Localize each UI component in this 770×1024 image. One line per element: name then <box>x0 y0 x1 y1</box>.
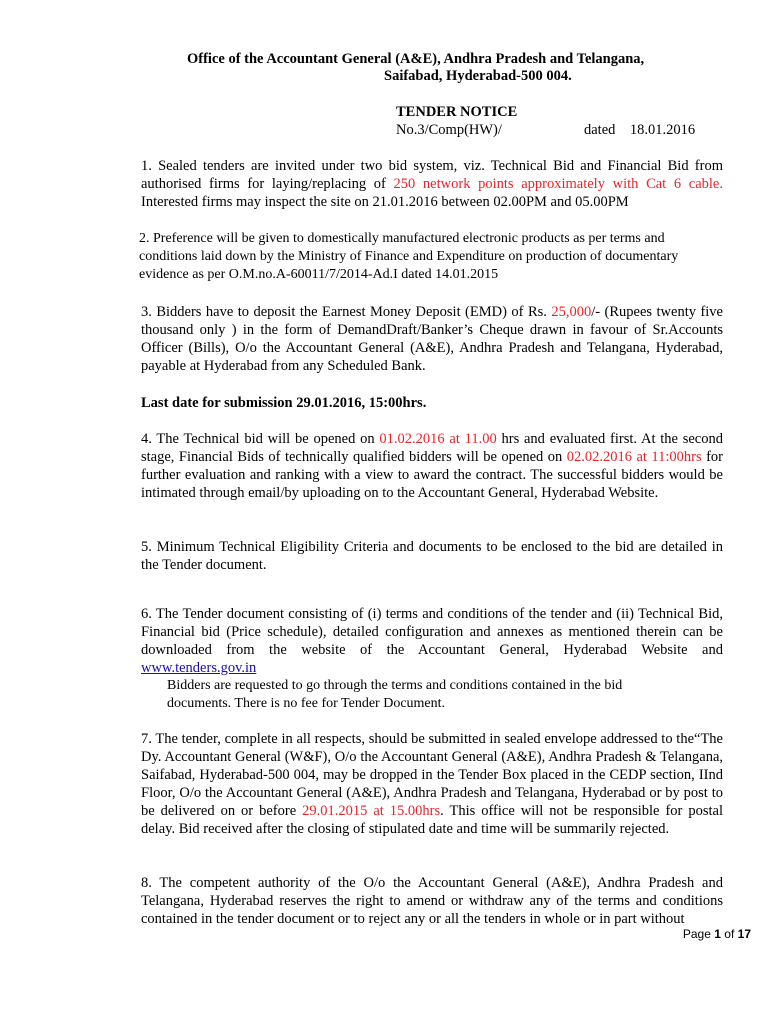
paragraph-7 <box>141 730 723 838</box>
paragraph-3 <box>141 303 723 375</box>
p4-text-a: 4. The Technical bid will be opened on <box>141 431 380 447</box>
p1-highlight: 250 network points approximately with Cat 6 cable. <box>393 176 723 192</box>
paragraph-4 <box>141 430 723 502</box>
p4-text-b: hrs and evaluated first. At the second stage, Financial Bids of technically qualified bidders will be opened on <box>141 431 723 465</box>
p7-deadline: 29.01.2015 at 15.00hrs <box>302 803 441 819</box>
p1-text-a: 1. Sealed tenders are invited under two bid system, viz. Technical Bid and Financial Bid from authorised firms for laying/replacing of <box>141 158 723 192</box>
office-heading-line2: Saifabad, Hyderabad-500 004. <box>384 68 572 84</box>
notice-number: No.3/Comp(HW)/ <box>396 122 502 138</box>
of-word: of <box>724 927 735 941</box>
p3-text-a: 3. Bidders have to deposit the Earnest Money Deposit (EMD) of Rs. <box>141 304 552 320</box>
p3-emd-amount: 25,000 <box>551 304 592 320</box>
page-number <box>683 927 751 941</box>
page-current: 1 <box>714 927 721 941</box>
p7-text-b: . This office will not be responsible for postal delay. Bid received after the closing of stipulated date and time will be summarily rejected. <box>141 803 723 837</box>
tenders-website-link[interactable]: www.tenders.gov.in <box>141 660 257 676</box>
p6-text-a: 6. The Tender document consisting of (i) terms and conditions of the tender and (ii) Technical Bid, Financial bid (Price schedule), detailed configuration and annexes as mentioned therein can be downloaded from the website of the Accountant General, Hyderabad Website and <box>141 606 723 658</box>
last-date-line: Last date for submission 29.01.2016, 15:00hrs. <box>141 395 427 411</box>
paragraph-6-note: Bidders are requested to go through the terms and conditions contained in the bid documents. There is no fee for Tender Document. <box>167 678 623 711</box>
p3-text-b: /- (Rupees twenty five thousand only ) in the form of DemandDraft/Banker’s Cheque drawn in favour of Sr.Accounts Officer (Bills), O/o the Accountant General (A&E), Andhra Pradesh and Telangana, Hyderabad, payable at Hyderabad from any Scheduled Bank. <box>141 304 723 374</box>
p4-text-c: for further evaluation and ranking with a view to award the contract. The successful bidders would be intimated through email/by uploading on to the Accountant General, Hyderabad Website. <box>141 449 723 501</box>
p4-technical-date: 01.02.2016 at 11.00 <box>379 431 497 447</box>
page-word: Page <box>682 927 711 941</box>
p1-text-b: Interested firms may inspect the site on 21.01.2016 between 02.00PM and 05.00PM <box>141 194 629 210</box>
paragraph-2: 2. Preference will be given to domestically manufactured electronic products as per terms and conditions laid down by the Ministry of Finance and Expenditure on production of documentary evidence as per O.M.no.A-60011/7/2014-Ad.I dated 14.01.2015 <box>139 231 679 282</box>
page-total: 17 <box>737 927 751 941</box>
paragraph-6 <box>141 605 723 677</box>
p4-financial-date: 02.02.2016 at 11:00hrs <box>566 449 702 465</box>
dated-value: 18.01.2016 <box>629 122 696 138</box>
paragraph-8: 8. The competent authority of the O/o the Accountant General (A&E), Andhra Pradesh and Telangana, Hyderabad reserves the right to amend or withdraw any of the terms and conditions contained in the tender document or to reject any or all the tenders in whole or in part without <box>141 875 723 927</box>
p7-text-a: 7. The tender, complete in all respects, should be submitted in sealed envelope addressed to the“The Dy. Accountant General (W&F), O/o the Accountant General (A&E), Andhra Pradesh & Telangana, Saifabad, Hyderabad-500 004, may be dropped in the Tender Box placed in the CEDP section, IInd Floor, O/o the Accountant General (A&E), Andhra Pradesh and Telangana, Hyderabad or by post to be delivered on or before <box>141 731 723 819</box>
dated-label: dated <box>584 122 616 138</box>
notice-date <box>584 122 695 139</box>
tender-notice-title: TENDER NOTICE <box>396 104 518 120</box>
paragraph-1 <box>141 157 723 211</box>
office-heading-line1: Office of the Accountant General (A&E), Andhra Pradesh and Telangana, <box>187 51 645 67</box>
paragraph-5: 5. Minimum Technical Eligibility Criteria and documents to be enclosed to the bid are detailed in the Tender document. <box>141 539 723 573</box>
